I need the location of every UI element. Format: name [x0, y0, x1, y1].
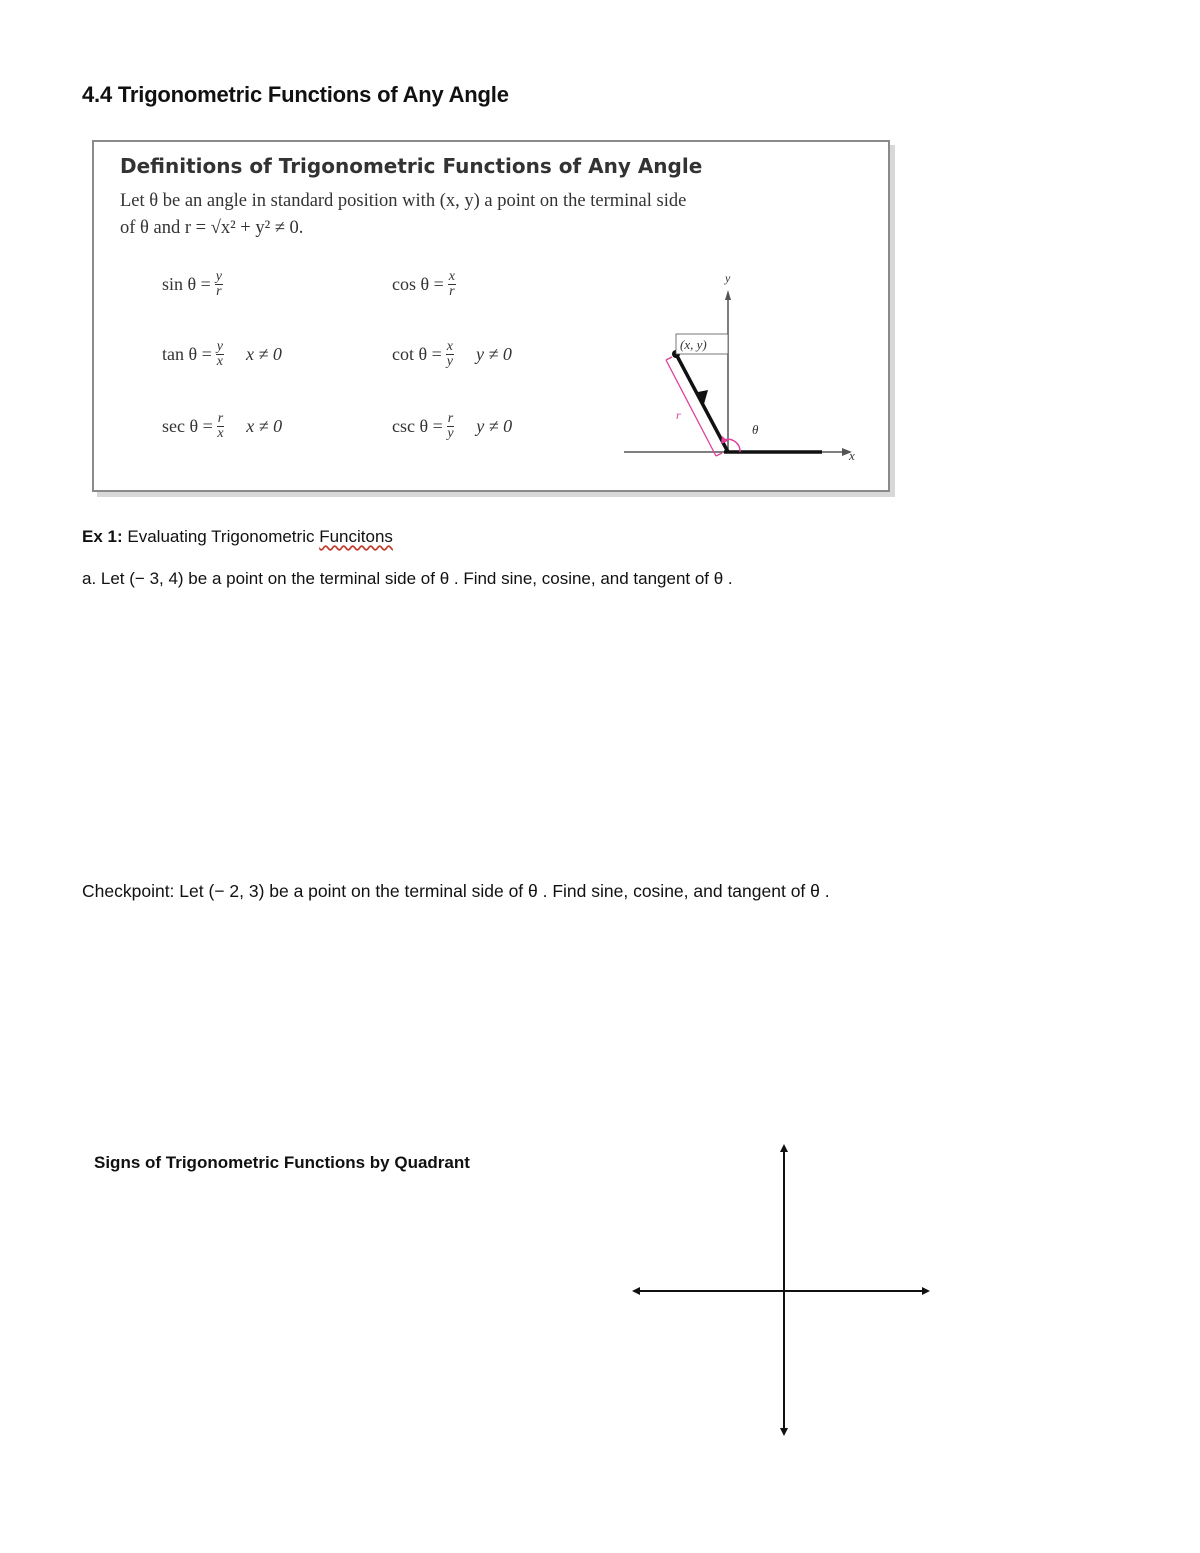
- quadrant-y-arrow-bottom: [780, 1428, 788, 1436]
- formula-sin: sin θ = $\frac{y}{r}$: [162, 269, 222, 299]
- definitions-intro-line2: of θ and r = √x² + y² ≠ 0.: [120, 218, 304, 238]
- formula-csc-condition: y ≠ 0: [476, 416, 513, 436]
- signs-heading: Signs of Trigonometric Functions by Quadrant: [94, 1153, 470, 1172]
- y-axis-label: y: [725, 271, 731, 285]
- theta-label: θ: [752, 422, 759, 437]
- page-title: 4.4 Trigonometric Functions of Any Angle: [82, 82, 509, 107]
- quadrant-x-arrow-right: [922, 1287, 930, 1295]
- r-bracket-cap-top: [666, 357, 672, 360]
- quadrant-axes: [630, 1142, 940, 1442]
- formula-tan: tan θ = $\frac{y}{x}$ x ≠ 0: [162, 339, 282, 369]
- x-axis-label: x: [849, 448, 855, 463]
- definitions-box: [92, 140, 890, 492]
- formula-csc: csc θ = $\frac{r}{y}$ y ≠ 0: [392, 411, 513, 441]
- checkpoint-problem: Checkpoint: Let (− 2, 3) be a point on the terminal side of θ . Find sine, cosine, and tangent of θ .: [82, 881, 830, 901]
- misspelled-word: Funcitons: [319, 527, 393, 546]
- y-axis-arrow: [725, 290, 731, 300]
- definitions-heading: Definitions of Trigonometric Functions of Any Angle: [120, 154, 703, 178]
- terminal-side-diagram: [624, 264, 874, 479]
- formula-tan-condition: x ≠ 0: [245, 344, 282, 364]
- example1-part-a: a. Let (− 3, 4) be a point on the terminal side of θ . Find sine, cosine, and tangent of θ .: [82, 569, 733, 588]
- point-label: (x, y): [680, 337, 707, 352]
- r-label: r: [676, 408, 681, 422]
- example1-heading: Ex 1: Evaluating Trigonometric Funcitons: [82, 527, 393, 546]
- formula-cot-condition: y ≠ 0: [475, 344, 512, 364]
- formula-sec: sec θ = $\frac{r}{x}$ x ≠ 0: [162, 411, 283, 441]
- formula-cot: cot θ = $\frac{x}{y}$ y ≠ 0: [392, 339, 512, 369]
- definitions-intro-line1: Let θ be an angle in standard position with (x, y) a point on the terminal side: [120, 191, 687, 211]
- formula-sec-condition: x ≠ 0: [246, 416, 283, 436]
- quadrant-x-arrow-left: [632, 1287, 640, 1295]
- quadrant-y-arrow-top: [780, 1144, 788, 1152]
- terminal-side: [676, 354, 728, 452]
- r-bracket: [666, 360, 716, 456]
- definitions-intro: [120, 188, 860, 242]
- formula-cos: cos θ = $\frac{x}{r}$: [392, 269, 455, 299]
- r-bracket-cap-bottom: [716, 453, 722, 456]
